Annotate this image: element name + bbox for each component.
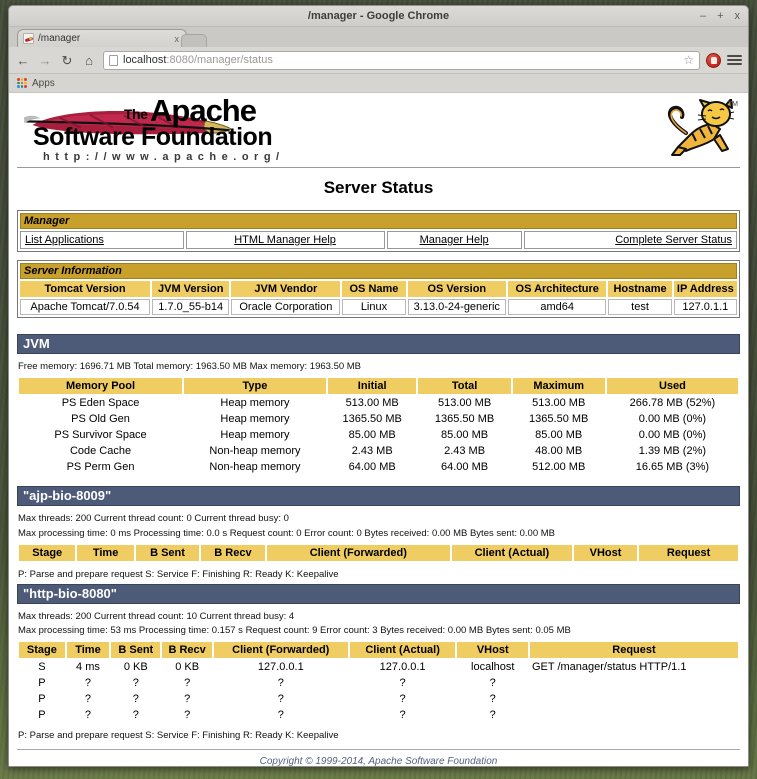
logo-software-foundation: Software Foundation: [33, 123, 273, 151]
memory-pool-table: [17, 376, 740, 476]
url-host: localhost: [123, 54, 167, 66]
maximize-icon[interactable]: +: [717, 9, 724, 22]
menu-icon[interactable]: [727, 55, 742, 65]
manager-nav-table: [17, 210, 740, 252]
table-row: PS Survivor Space Heap memory 85.00 MB 85.00 MB 85.00 MB 0.00 MB (0%): [54, 429, 707, 442]
footer-divider: [17, 749, 740, 750]
table-row: P ? ? ? ? ? ?: [38, 709, 496, 722]
window-title: /manager - Google Chrome: [307, 10, 450, 22]
page-icon: [109, 55, 118, 66]
server-info-section-title: Server Information: [20, 263, 737, 279]
browser-toolbar: [9, 47, 748, 74]
ajp-threads-line: Max threads: 200 Current thread count: 0 Current thread busy: 0: [18, 513, 289, 525]
table-row: Code Cache Non-heap memory 2.43 MB 2.43 MB 48.00 MB 1.39 MB (2%): [69, 445, 707, 458]
tomcat-logo-icon: [656, 99, 734, 159]
table-row: P ? ? ? ? ? ?: [38, 677, 496, 690]
ajp-connector-stats: [18, 512, 740, 541]
bookmarks-bar: [9, 74, 748, 93]
url-text[interactable]: [123, 54, 678, 66]
reload-icon[interactable]: ↻: [61, 52, 73, 68]
manager-section-title: Manager: [20, 213, 737, 229]
http-processing-line: Max processing time: 53 ms Processing time: 0.157 s Request count: 9 Error count: 3 Bytes received: 0.00 MB Bytes sent: 0.05 MB: [18, 625, 571, 636]
adblock-icon[interactable]: [706, 53, 721, 68]
url-path: :8080/manager/status: [166, 54, 273, 66]
bookmark-star-icon[interactable]: ☆: [683, 53, 694, 67]
jvm-memory-summary: Free memory: 1696.71 MB Total memory: 1963.50 MB Max memory: 1963.50 MB: [18, 361, 362, 372]
window-titlebar[interactable]: [9, 6, 748, 27]
tab-manager[interactable]: [17, 29, 187, 47]
http-requests-header-row: Stage Time B Sent B Recv Client (Forwarded) Client (Actual) VHost Request: [19, 642, 738, 658]
copyright-text: Copyright © 1999-2014, Apache Software Foundation: [259, 756, 498, 766]
server-info-header-row: Tomcat Version JVM Version JVM Vendor OS Name OS Version OS Architecture Hostname IP Address: [20, 281, 737, 297]
memory-pool-header-row: Memory Pool Type Initial Total Maximum Used: [19, 378, 738, 394]
trademark-label: TM: [727, 101, 738, 108]
tab-label: /manager: [38, 33, 81, 44]
url-bar[interactable]: [103, 51, 700, 70]
table-row: PS Eden Space Heap memory 513.00 MB 513.00 MB 513.00 MB 266.78 MB (52%): [61, 397, 716, 410]
table-row: P ? ? ? ? ? ?: [38, 693, 496, 706]
tomcat-favicon-icon: [23, 33, 34, 44]
home-icon[interactable]: ⌂: [85, 52, 93, 68]
page-header: [17, 93, 740, 165]
ajp-stage-legend: P: Parse and prepare request S: Service F: Finishing R: Ready K: Keepalive: [18, 568, 339, 580]
server-info-table: [17, 260, 740, 318]
ajp-requests-header-row: Stage Time B Sent B Recv Client (Forwarded) Client (Actual) VHost Request: [19, 545, 738, 561]
tab-strip: [9, 27, 748, 47]
server-info-value-row: Apache Tomcat/7.0.54 1.7.0_55-b14 Oracle Corporation Linux 3.13.0-24-generic amd64 test 127.0.1.1: [20, 299, 737, 315]
back-icon[interactable]: ←: [16, 52, 30, 68]
http-threads-line: Max threads: 200 Current thread count: 10 Current thread busy: 4: [18, 610, 295, 622]
server-status-page: [9, 93, 748, 766]
ajp-processing-line: Max processing time: 0 ms Processing time: 0.0 s Request count: 0 Error count: 0 Bytes received: 0.00 MB Bytes sent: 0.00 MB: [18, 527, 555, 539]
minimize-icon[interactable]: –: [699, 9, 707, 22]
header-divider: [17, 167, 740, 168]
forward-icon[interactable]: →: [38, 52, 52, 68]
table-row: PS Perm Gen Non-heap memory 64.00 MB 64.00 MB 512.00 MB 16.65 MB (3%): [66, 461, 710, 474]
browser-window: [8, 5, 749, 767]
logo-the: The: [124, 106, 148, 122]
table-row: S 4 ms 0 KB 0 KB 127.0.0.1 127.0.0.1 localhost GET /manager/status HTTP/1.1: [38, 661, 687, 674]
logo-url: http://www.apache.org/: [43, 151, 285, 163]
http-stage-legend: P: Parse and prepare request S: Service F: Finishing R: Ready K: Keepalive: [18, 730, 339, 742]
ajp-requests-table: [17, 543, 740, 563]
ajp-connector-header: "ajp-bio-8009": [17, 486, 740, 506]
link-list-applications[interactable]: List Applications: [25, 234, 104, 246]
tab-close-icon[interactable]: x: [174, 33, 179, 44]
apps-grid-icon[interactable]: [17, 78, 27, 88]
http-connector-stats: [18, 610, 740, 639]
link-manager-help[interactable]: Manager Help: [419, 234, 489, 246]
link-complete-server-status[interactable]: Complete Server Status: [615, 234, 732, 246]
link-html-manager-help[interactable]: HTML Manager Help: [234, 234, 336, 246]
http-requests-table: [17, 640, 740, 724]
apps-bookmark[interactable]: Apps: [32, 77, 55, 89]
logo-apache: Apache: [150, 93, 256, 128]
new-tab-button[interactable]: [181, 34, 207, 47]
close-icon[interactable]: x: [734, 9, 740, 22]
table-row: PS Old Gen Heap memory 1365.50 MB 1365.50 MB 1365.50 MB 0.00 MB (0%): [71, 413, 707, 426]
http-connector-header: "http-bio-8080": [17, 584, 740, 604]
page-title: Server Status: [323, 178, 434, 197]
jvm-section-header: JVM: [17, 334, 740, 354]
